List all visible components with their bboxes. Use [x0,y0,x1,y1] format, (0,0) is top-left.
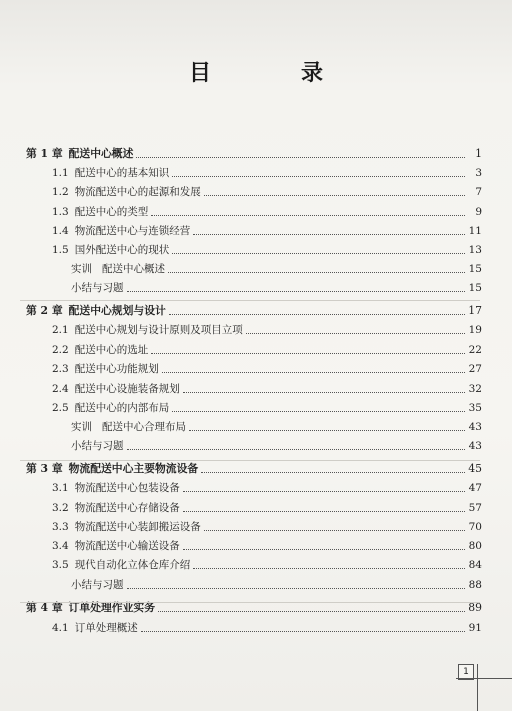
toc-chapter-entry [26,597,482,615]
toc-entry-label: 现代自动化立体仓库介绍 [74,559,191,571]
toc-leader-dots [183,490,465,492]
toc-entry-number: 3.4 [52,540,69,552]
toc-leader-dots [172,252,465,254]
chapter-divider [20,460,480,461]
toc-entry-page: 91 [468,622,482,634]
toc-section-entry [52,319,482,337]
toc-entry-number: 第 4 章 [26,601,63,614]
toc-leader-dots [151,214,465,216]
toc-entry-label: 配送中心概述 [68,147,134,160]
toc-entry-page: 89 [468,601,482,614]
toc-entry-label: 物流配送中心主要物流设备 [68,462,199,475]
toc-entry-page: 17 [468,304,482,317]
toc-leader-dots [172,410,465,412]
toc-entry-page: 45 [468,462,482,475]
toc-entry-page: 19 [468,324,482,336]
toc-entry-number: 2.5 [52,402,69,414]
toc-leader-dots [204,194,465,196]
toc-section-entry [52,477,482,495]
toc-entry-page: 47 [468,482,482,494]
toc-sub-entry [71,435,482,453]
toc-entry-page: 32 [468,383,482,395]
toc-entry-label: 物流配送中心与连锁经营 [74,225,191,237]
toc-section-entry [52,220,482,238]
toc-entry-label: 订单处理概述 [74,622,138,634]
toc-entry-label: 小结与习题 [71,579,124,591]
toc-section-entry [52,201,482,219]
toc-entry-number: 1.5 [52,244,69,256]
toc-entry-number: 第 3 章 [26,462,63,475]
toc-section-entry [52,535,482,553]
toc-entry-page: 43 [468,440,482,452]
toc-leader-dots [204,529,465,531]
toc-entry-page: 84 [468,559,482,571]
toc-section-entry [52,162,482,180]
toc-chapter-entry [26,300,482,318]
toc-entry-label: 配送中心设施装备规划 [74,383,180,395]
toc-leader-dots [127,587,466,589]
toc-entry-number: 2.2 [52,344,69,356]
toc-entry-number: 3.3 [52,521,69,533]
toc-entry-label: 订单处理作业实务 [68,601,155,614]
toc-leader-dots [169,313,465,315]
toc-leader-dots [162,371,465,373]
toc-section-entry [52,358,482,376]
toc-entry-label: 配送中心的类型 [74,206,149,218]
toc-section-entry [52,617,482,635]
toc-leader-dots [246,332,465,334]
toc-section-entry [52,378,482,396]
toc-leader-dots [193,233,465,235]
toc-section-entry [52,181,482,199]
toc-entry-page: 15 [468,263,482,275]
toc-entry-page: 9 [475,206,482,218]
toc-entry-label: 配送中心规划与设计原则及项目立项 [74,324,243,336]
toc-section-entry [52,554,482,572]
toc-leader-dots [183,391,465,393]
toc-leader-dots [151,352,465,354]
toc-chapter-entry [26,143,482,161]
toc-entry-number: 实训 [71,263,92,275]
toc-leader-dots [127,290,466,292]
toc-entry-number: 实训 [71,421,92,433]
chapter-divider [20,602,480,603]
toc-entry-label: 物流配送中心包装设备 [74,482,180,494]
toc-entry-number: 1.4 [52,225,69,237]
toc-section-entry [52,516,482,534]
toc-entry-label: 配送中心合理布局 [102,421,186,433]
toc-section-entry [52,497,482,515]
toc-entry-number: 4.1 [52,622,69,634]
toc-leader-dots [168,271,465,273]
toc-entry-page: 22 [468,344,482,356]
toc-entry-label: 配送中心概述 [102,263,165,275]
toc-section-entry [52,397,482,415]
toc-entry-page: 43 [468,421,482,433]
toc-section-entry [52,239,482,257]
toc-sub-entry [71,277,482,295]
toc-sub-entry [71,416,482,434]
toc-entry-page: 7 [475,186,482,198]
toc-entry-number: 第 1 章 [26,147,63,160]
toc-entry-number: 1.2 [52,186,69,198]
page-number: 1 [458,664,474,680]
toc-entry-label: 配送中心的基本知识 [74,167,170,179]
toc-entry-number: 2.4 [52,383,69,395]
chapter-divider [20,300,480,301]
toc-leader-dots [127,448,466,450]
toc-entry-label: 国外配送中心的现状 [74,244,170,256]
toc-sub-entry [71,574,482,592]
toc-leader-dots [136,156,465,158]
toc-entry-label: 配送中心功能规划 [74,363,159,375]
toc-entry-number: 3.2 [52,502,69,514]
toc-entry-number: 2.3 [52,363,69,375]
toc-entry-page: 3 [475,167,482,179]
page-title: 目 录 [188,60,357,86]
toc-entry-label: 物流配送中心存储设备 [74,502,180,514]
toc-leader-dots [183,510,465,512]
folio-rule [477,664,478,711]
toc-entry-page: 35 [468,402,482,414]
toc-leader-dots [183,548,465,550]
toc-entry-number: 3.1 [52,482,69,494]
toc-section-entry [52,339,482,357]
toc-entry-label: 物流配送中心的起源和发展 [74,186,201,198]
toc-entry-number: 1.3 [52,206,69,218]
toc-leader-dots [201,471,465,473]
toc-entry-page: 88 [468,579,482,591]
toc-entry-page: 13 [468,244,482,256]
toc-entry-label: 配送中心的选址 [74,344,149,356]
toc-entry-label: 物流配送中心输送设备 [74,540,180,552]
toc-entry-page: 57 [468,502,482,514]
toc-entry-label: 配送中心规划与设计 [68,304,166,317]
toc-leader-dots [193,567,465,569]
toc-entry-label: 小结与习题 [71,282,124,294]
toc-entry-number: 2.1 [52,324,69,336]
toc-entry-page: 80 [468,540,482,552]
folio-rule [456,678,512,679]
toc-entry-page: 11 [468,225,482,237]
toc-entry-page: 27 [468,363,482,375]
toc-entry-page: 1 [475,147,482,160]
toc-entry-number: 第 2 章 [26,304,63,317]
toc-entry-number: 3.5 [52,559,69,571]
toc-leader-dots [158,610,465,612]
toc-sub-entry [71,258,482,276]
toc-leader-dots [172,175,465,177]
toc-entry-label: 物流配送中心装卸搬运设备 [74,521,201,533]
toc-leader-dots [189,429,465,431]
toc-entry-page: 70 [468,521,482,533]
toc-entry-number: 1.1 [52,167,69,179]
toc-entry-label: 配送中心的内部布局 [74,402,170,414]
toc-entry-label: 小结与习题 [71,440,124,452]
toc-leader-dots [141,630,465,632]
toc-entry-page: 15 [468,282,482,294]
